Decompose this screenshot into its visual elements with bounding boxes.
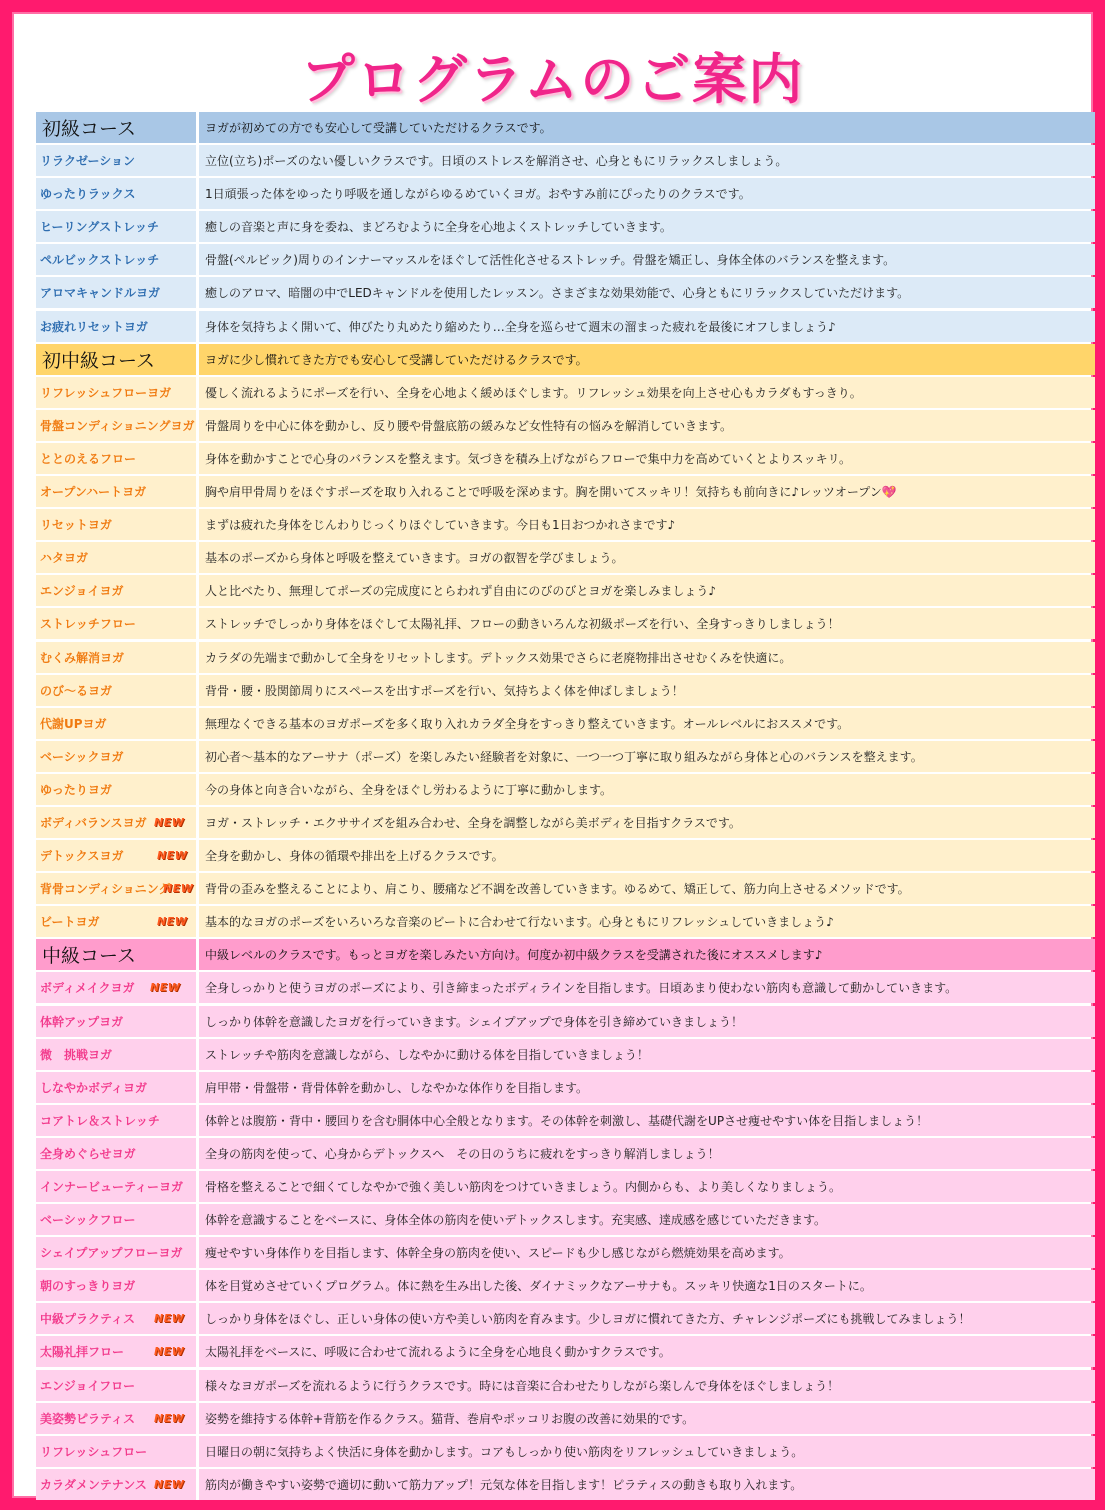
class-description-text: 全身しっかりと使うヨガのポーズにより、引き締まったボディラインを目指します。日頃あまり使わない筋肉も意識して動かしていきます。 [205,981,958,996]
class-name: ハタヨガ [36,542,196,573]
class-description [199,1105,1095,1136]
class-name: ととのえるフロー [36,443,196,474]
class-description [199,410,1095,441]
class-description-text: 体幹を意識することをベースに、身体全体の筋肉を使いデトックスします。充実感、達成感を感じていただきます。 [205,1213,827,1228]
class-description [199,277,1095,308]
class-name: むくみ解消ヨガ [36,642,196,673]
class-name: 体幹アップヨガ [36,1006,196,1037]
class-row [36,840,1095,871]
class-description [199,1237,1095,1268]
class-description [199,1006,1095,1037]
class-description-text: 様々なヨガポーズを流れるように行うクラスです。時には音楽に合わせたりしながら楽しんで身体をほぐしましょう！ [205,1378,840,1393]
class-name: 背骨コンディショニング NEW [36,873,196,904]
class-description-text: 背骨の歪みを整えることにより、肩こり、腰痛など不調を改善していきます。ゆるめて、矯正して、筋力向上させるメソッドです。 [205,882,910,897]
class-name: ストレッチフロー [36,608,196,639]
class-description-text: 体を目覚めさせていくプログラム。体に熱を生み出した後、ダイナミックなアーサナも。スッキリ快適な1日のスタートに。 [205,1279,872,1294]
new-badge: NEW [154,1312,185,1326]
page-frame [12,12,1093,1498]
class-description-text: 胸や肩甲骨周りをほぐすポーズを取り入れることで呼吸を深めます。胸を開いてスッキリ！気持ちも前向きに♪レッツオープン [205,485,882,500]
class-row [36,1171,1095,1202]
class-name: 朝のすっきりヨガ [36,1270,196,1301]
class-description [199,178,1095,209]
class-row [36,410,1095,441]
class-description-text: しっかり身体をほぐし、正しい身体の使い方や美しい筋肉を育みます。少しヨガに慣れてきた方、チャレンジポーズにも挑戦してみましょう！ [205,1312,971,1327]
class-name: しなやかボディヨガ [36,1072,196,1103]
class-description [199,708,1095,739]
class-row [36,972,1095,1003]
class-name: 微 挑戦ヨガ [36,1039,196,1070]
class-name: ゆったりラックス [36,178,196,209]
class-row [36,1072,1095,1103]
class-row [36,741,1095,772]
class-description-text: まずは疲れた身体をじんわりじっくりほぐしていきます。今日も1日おつかれさまです♪ [205,518,676,533]
class-description [199,377,1095,408]
class-row [36,873,1095,904]
class-row [36,608,1095,639]
program-table [36,112,1095,1502]
class-name: ペルビックストレッチ [36,244,196,275]
class-description [199,1303,1095,1334]
class-description-text: 優しく流れるようにポーズを行い、全身を心地よく緩めほぐします。リフレッシュ効果を向上させ心もカラダもすっきり。 [205,385,862,400]
class-row [36,906,1095,937]
section-description: 中級レベルのクラスです。もっとヨガを楽しみたい方向け。何度か初中級クラスを受講された後にオススメします♪ [199,939,1095,970]
new-badge: NEW [157,915,188,929]
class-description-text: 癒しの音楽と声に身を委ね、まどろむように全身を心地よくストレッチしていきます。 [205,220,672,235]
class-row [36,1105,1095,1136]
class-row [36,1403,1095,1434]
class-description [199,211,1095,242]
class-name: インナービューティーヨガ [36,1171,196,1202]
class-name: 太陽礼拝フロー NEW [36,1336,196,1367]
new-badge: NEW [154,1345,185,1359]
class-row [36,642,1095,673]
class-name: 骨盤コンディショニングヨガ [36,410,196,441]
class-description [199,807,1095,838]
class-row [36,774,1095,805]
class-row [36,708,1095,739]
class-description [199,1138,1095,1169]
class-description [199,1469,1095,1500]
class-description [199,244,1095,275]
class-row [36,178,1095,209]
class-description [199,642,1095,673]
class-name: ゆったりヨガ [36,774,196,805]
class-description-text: ストレッチでしっかり身体をほぐして太陽礼拝、フローの動きいろんな初級ポーズを行い、全身すっきりしましょう！ [205,617,840,632]
class-description-text: 体幹とは腹筋・背中・腰回りを含む胴体中心全般となります。その体幹を刺激し、基礎代謝をUPさせ痩せやすい体を目指しましょう！ [205,1113,929,1128]
heart-icon: 💖 [881,484,897,499]
class-row [36,244,1095,275]
class-name: シェイプアップフローヨガ [36,1237,196,1268]
new-badge: NEW [154,815,185,829]
class-description [199,1072,1095,1103]
class-row [36,211,1095,242]
class-row [36,1204,1095,1235]
class-name: 代謝UPヨガ [36,708,196,739]
class-row [36,675,1095,706]
class-name: ベーシックヨガ [36,741,196,772]
class-description [199,774,1095,805]
class-description-text: しっかり体幹を意識したヨガを行っていきます。シェイプアップで身体を引き締めていきましょう！ [205,1014,743,1029]
class-row [36,476,1095,507]
new-badge: NEW [154,1477,185,1491]
class-description [199,1370,1095,1401]
class-description-text: 癒しのアロマ、暗闇の中でLEDキャンドルを使用したレッスン。さまざまな効果効能で、心身ともにリラックスしていただけます。 [205,286,910,301]
class-row [36,575,1095,606]
class-name: ボディメイクヨガ NEW [36,972,196,1003]
class-description-text: 今の身体と向き合いながら、全身をほぐし労わるように丁寧に動かします。 [205,782,613,797]
class-description-text: 基本的なヨガのポーズをいろいろな音楽のビートに合わせて行ないます。心身ともにリフレッシュしていきましょう♪ [205,915,834,930]
class-description [199,1403,1095,1434]
class-description [199,509,1095,540]
class-name: エンジョイフロー [36,1370,196,1401]
class-description-text: カラダの先端まで動かして全身をリセットします。デトックス効果でさらに老廃物排出させむくみを快適に。 [205,650,792,665]
class-description [199,1204,1095,1235]
class-name: お疲れリセットヨガ [36,311,196,342]
class-description-text: 立位(立ち)ポーズのない優しいクラスです。日頃のストレスを解消させ、心身ともにリラックスしましょう。 [205,154,788,169]
class-name: オープンハートヨガ [36,476,196,507]
class-row [36,1237,1095,1268]
class-description [199,443,1095,474]
class-row [36,443,1095,474]
class-name: のび～るヨガ [36,675,196,706]
class-row [36,311,1095,342]
class-row [36,1436,1095,1467]
class-description-text: 肩甲帯・骨盤帯・背骨体幹を動かし、しなやかな体作りを目指します。 [205,1080,589,1095]
class-row [36,1303,1095,1334]
class-name: ボディバランスヨガ NEW [36,807,196,838]
class-description-text: 骨盤周りを中心に体を動かし、反り腰や骨盤底筋の緩みなど女性特有の悩みを解消していきます。 [205,418,733,433]
class-description [199,311,1095,342]
class-row [36,1006,1095,1037]
class-name: リラクゼーション [36,145,196,176]
section-title: 初級コース [36,112,196,143]
class-description-text: 太陽礼拝をベースに、呼吸に合わせて流れるように全身を心地良く動かすクラスです。 [205,1345,671,1360]
class-description-text: ヨガ・ストレッチ・エクササイズを組み合わせ、全身を調整しながら美ボディを目指すクラスです。 [205,815,741,830]
class-row [36,542,1095,573]
class-description-text: 初心者～基本的なアーサナ（ポーズ）を楽しみたい経験者を対象に、一つ一つ丁寧に取り組みながら身体と心のバランスを整えます。 [205,749,923,764]
class-description [199,873,1095,904]
section-header-intermediate [36,939,1095,970]
class-name: ヒーリングストレッチ [36,211,196,242]
class-description-text: 全身の筋肉を使って、心身からデトックスへ その日のうちに疲れをすっきり解消しましょう！ [205,1146,720,1161]
class-row [36,509,1095,540]
new-badge: NEW [163,882,194,896]
class-description [199,972,1095,1003]
class-name: ベーシックフロー [36,1204,196,1235]
class-row [36,145,1095,176]
class-row [36,807,1095,838]
section-header-beginner [36,112,1095,143]
class-name: デトックスヨガ NEW [36,840,196,871]
class-name: リフレッシュフロー [36,1436,196,1467]
class-description-text: 筋肉が働きやすい姿勢で適切に動いて筋力アップ！元気な体を目指します！ピラティスの動きも取り入れます。 [205,1477,803,1492]
class-name: ビートヨガ NEW [36,906,196,937]
class-description [199,608,1095,639]
class-description-text: 姿勢を維持する体幹+背筋を作るクラス。猫背、巻肩やポッコリお腹の改善に効果的です。 [205,1411,695,1426]
new-badge: NEW [154,1411,185,1425]
class-description [199,840,1095,871]
class-description-text: 身体を気持ちよく開いて、伸びたり丸めたり縮めたり…全身を巡らせて週末の溜まった疲れを最後にオフしましょう♪ [205,319,836,334]
section-title: 初中級コース [36,344,196,375]
class-name: アロマキャンドルヨガ [36,277,196,308]
class-name: エンジョイヨガ [36,575,196,606]
section-description: ヨガが初めての方でも安心して受講していただけるクラスです。 [199,112,1095,143]
class-description [199,542,1095,573]
class-description-text: 身体を動かすことで心身のバランスを整えます。気づきを積み上げながらフローで集中力を高めていくとよりスッキリ。 [205,451,851,466]
class-name: リセットヨガ [36,509,196,540]
section-header-intermediate_basic [36,344,1095,375]
class-description-text: 全身を動かし、身体の循環や排出を上げるクラスです。 [205,849,504,864]
class-description [199,675,1095,706]
class-row [36,1469,1095,1500]
class-description [199,1270,1095,1301]
class-row [36,377,1095,408]
class-description-text: 骨格を整えることで細くてしなやかで強く美しい筋肉をつけていきましょう。内側からも、より美しくなりましょう。 [205,1180,842,1194]
class-description-text: 骨盤(ペルビック)周りのインナーマッスルをほぐして活性化させるストレッチ。骨盤を矯正し、身体全体のバランスを整えます。 [205,253,896,268]
class-name: カラダメンテナンス NEW [36,1469,196,1500]
class-description [199,1171,1095,1202]
class-description [199,575,1095,606]
class-description [199,476,1095,507]
class-description [199,741,1095,772]
class-name: 全身めぐらせヨガ [36,1138,196,1169]
class-row [36,1336,1095,1367]
class-description-text: 背骨・腰・股関節周りにスペースを出すポーズを行い、気持ちよく体を伸ばしましょう！ [205,683,684,698]
class-name: コアトレ＆ストレッチ [36,1105,196,1136]
new-badge: NEW [157,849,188,863]
class-row [36,1270,1095,1301]
section-description: ヨガに少し慣れてきた方でも安心して受講していただけるクラスです。 [199,344,1095,375]
class-row [36,277,1095,308]
new-badge: NEW [150,981,181,995]
class-description-text: 基本のポーズから身体と呼吸を整えていきます。ヨガの叡智を学びましょう。 [205,551,624,566]
class-description-text: 痩せやすい身体作りを目指します、体幹全身の筋肉を使い、スピードも少し感じながら燃焼効果を高めます。 [205,1246,791,1261]
class-name: 中級プラクティス NEW [36,1303,196,1334]
class-row [36,1039,1095,1070]
class-row [36,1370,1095,1401]
class-description-text: 1日頑張った体をゆったり呼吸を通しながらゆるめていくヨガ。おやすみ前にぴったりのクラスです。 [205,187,751,202]
class-description-text: 無理なくできる基本のヨガポーズを多く取り入れカラダ全身をすっきり整えていきます。オールレベルにおススメです。 [205,716,850,731]
class-name: リフレッシュフローヨガ [36,377,196,408]
class-description-text: ストレッチや筋肉を意識しながら、しなやかに動ける体を目指していきましょう！ [205,1047,649,1062]
class-description-text: 人と比べたり、無理してポーズの完成度にとらわれず自由にのびのびとヨガを楽しみましょう♪ [205,584,717,599]
class-description-text: 日曜日の朝に気持ちよく快活に身体を動かします。コアもしっかり使い筋肉をリフレッシュしていきましょう。 [205,1444,804,1459]
class-description [199,145,1095,176]
page-title: プログラムのご案内 [300,48,805,111]
class-description [199,1039,1095,1070]
class-description [199,1436,1095,1467]
section-title: 中級コース [36,939,196,970]
class-name: 美姿勢ピラティス NEW [36,1403,196,1434]
class-row [36,1138,1095,1169]
class-description [199,1336,1095,1367]
class-description [199,906,1095,937]
